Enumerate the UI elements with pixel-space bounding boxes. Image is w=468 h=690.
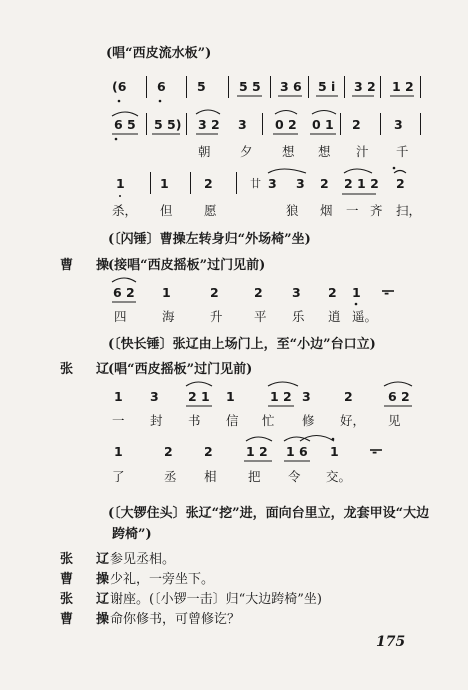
note: 2 — [204, 176, 213, 191]
note: 2 — [254, 285, 263, 300]
note: 3 2 — [354, 79, 376, 94]
note: 3 — [268, 176, 277, 191]
note: 3 — [302, 389, 311, 404]
note: 3 — [150, 389, 159, 404]
lyric: 丞 — [164, 469, 177, 484]
lyric: 相 — [204, 469, 217, 484]
dialogue-line: 谢座。(〔小锣一击〕归“大边跨椅”坐) — [110, 592, 322, 607]
note: 0 2 — [275, 117, 297, 132]
speaker-zhang-liao: 张 辽 — [60, 362, 115, 377]
note: 1 — [160, 176, 169, 191]
note: 2 — [164, 444, 173, 459]
lyric: 平 — [254, 309, 267, 324]
lyric: 愿 — [204, 203, 217, 218]
stage-direction-sing-liushui: (唱“西皮流水板”) — [106, 46, 212, 61]
lyric: 想 — [318, 144, 331, 159]
note: 3 2 — [198, 117, 220, 132]
lyric: 一 — [112, 413, 125, 428]
stage-direction-sing-yaoban-2: (唱“西皮摇板”过门见前) — [108, 362, 253, 377]
note: 2 — [204, 444, 213, 459]
lyric: 千 — [396, 144, 409, 159]
speaker-zhang-liao: 张 辽 — [60, 552, 115, 567]
stage-direction-caocao-sits: (〔闪锤〕曹操左转身归“外场椅”坐) — [108, 232, 311, 247]
lyric: 修 — [302, 413, 315, 428]
stage-direction-sing-yaoban: (接唱“西皮摇板”过门见前) — [108, 258, 266, 273]
lyric: 乐 — [292, 309, 305, 324]
lyric: 杀， — [112, 203, 138, 218]
speaker-cao-cao: 曹 操 — [60, 258, 115, 273]
note: 1 — [352, 285, 361, 300]
note: 6 — [157, 79, 166, 94]
note: 3 — [394, 117, 403, 132]
note: 1 — [330, 444, 339, 459]
note: 5 5 — [239, 79, 261, 94]
note: - — [384, 285, 390, 300]
lyric: 夕 — [240, 144, 253, 159]
note: 2 — [396, 176, 405, 191]
note: 1 — [114, 444, 123, 459]
note: 5 — [197, 79, 206, 94]
note: 2 — [328, 285, 337, 300]
stage-direction-zhangliao-enters: (〔快长锤〕张辽由上场门上，至“小边”台口立) — [108, 337, 376, 352]
note: 1 — [114, 389, 123, 404]
lyric: 见 — [388, 413, 401, 428]
note: - — [372, 444, 378, 459]
speaker-cao-cao: 曹 操 — [60, 612, 115, 627]
speaker-cao-cao: 曹 操 — [60, 572, 115, 587]
note: 5 5) — [154, 117, 182, 132]
note: 2 1 2 — [344, 176, 379, 191]
note: 0 1 — [312, 117, 334, 132]
stage-direction-zhangliao-steps-in: (〔大锣住头〕张辽“挖”进，面向台里立，龙套甲设“大边 — [108, 506, 430, 521]
note: 1 2 — [246, 444, 268, 459]
note: 6 2 — [113, 285, 135, 300]
fermata-sign: 廿 — [250, 177, 261, 190]
note: 1 6 — [286, 444, 308, 459]
note: 6 5 — [114, 117, 136, 132]
lyric: 想 — [282, 144, 295, 159]
lyric: 好， — [340, 413, 366, 428]
stage-direction-zhangliao-steps-in-cont: 跨椅”) — [112, 527, 152, 542]
lyric: 书 — [188, 413, 201, 428]
dialogue-line: 少礼，一旁坐下。 — [110, 572, 215, 587]
lyric: 齐 — [370, 203, 383, 218]
dialogue-line: 参见丞相。 — [110, 552, 176, 567]
lyric: 信 — [226, 413, 239, 428]
note: 2 1 — [188, 389, 210, 404]
lyric: 令 — [288, 469, 301, 484]
speaker-zhang-liao: 张 辽 — [60, 592, 115, 607]
note: 2 — [210, 285, 219, 300]
lyric: 把 — [248, 469, 261, 484]
note: (6 — [112, 79, 127, 94]
lyric: 扫， — [396, 203, 422, 218]
note: 5 i — [318, 79, 336, 94]
note: 6 2 — [388, 389, 410, 404]
lyric: 但 — [160, 203, 173, 218]
note: 3 — [296, 176, 305, 191]
lyric: 遥。 — [352, 309, 378, 324]
lyric: 烟 — [320, 203, 333, 218]
lyric: 一 — [346, 203, 359, 218]
note: 1 — [116, 176, 125, 191]
page-number: 175 — [376, 634, 406, 650]
note: 2 — [352, 117, 361, 132]
note: 3 6 — [280, 79, 302, 94]
note: 2 — [344, 389, 353, 404]
lyric: 狼 — [286, 203, 299, 218]
note: 2 — [320, 176, 329, 191]
lyric: 汁 — [356, 144, 369, 159]
dialogue-line: 命你修书，可曾修讫？ — [110, 612, 241, 627]
note: 1 2 — [270, 389, 292, 404]
lyric: 了 — [112, 469, 125, 484]
lyric: 四 — [114, 309, 127, 324]
lyric: 交。 — [326, 469, 352, 484]
lyric: 逍 — [328, 309, 341, 324]
lyric: 升 — [210, 309, 223, 324]
note: 1 2 — [392, 79, 414, 94]
note: 3 — [292, 285, 301, 300]
lyric: 忙 — [262, 413, 275, 428]
lyric: 海 — [162, 309, 175, 324]
lyric: 朝 — [198, 144, 211, 159]
note: 3 — [238, 117, 247, 132]
lyric: 封 — [150, 413, 163, 428]
note: 1 — [226, 389, 235, 404]
note: 1 — [162, 285, 171, 300]
